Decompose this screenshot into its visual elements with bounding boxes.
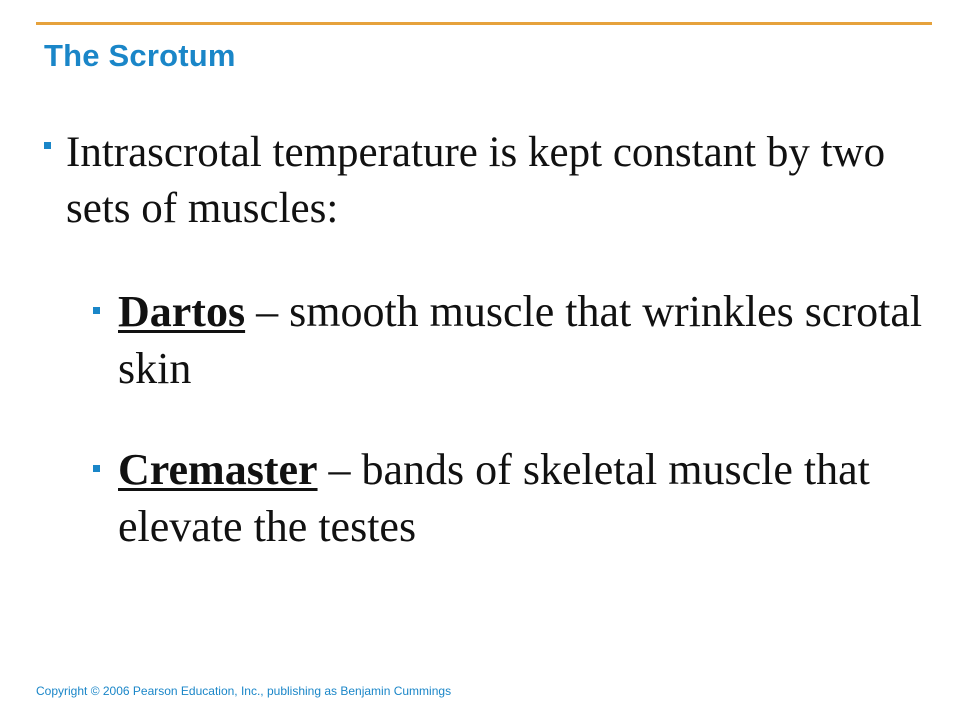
sub-bullet-text bbox=[118, 283, 923, 397]
copyright-footer: Copyright © 2006 Pearson Education, Inc., publishing as Benjamin Cummings bbox=[36, 684, 452, 698]
top-rule-divider bbox=[36, 22, 932, 25]
sub-bullet-item-cremaster bbox=[93, 441, 923, 555]
square-bullet-icon bbox=[93, 307, 100, 314]
definition-dartos: – smooth muscle that wrinkles scrotal skin bbox=[118, 287, 923, 393]
slide-title: The Scrotum bbox=[44, 38, 236, 73]
term-dartos: Dartos bbox=[118, 287, 246, 336]
definition-cremaster: – bands of skeletal muscle that elevate the testes bbox=[118, 445, 870, 551]
square-bullet-icon bbox=[93, 465, 100, 472]
bullet-text: Intrascrotal temperature is kept constant by two sets of muscles: bbox=[66, 129, 886, 232]
sub-bullet-text bbox=[118, 441, 923, 555]
bullet-item-main bbox=[44, 125, 904, 237]
sub-bullet-item-dartos bbox=[93, 283, 923, 397]
term-cremaster: Cremaster bbox=[118, 445, 318, 494]
square-bullet-icon bbox=[44, 142, 51, 149]
